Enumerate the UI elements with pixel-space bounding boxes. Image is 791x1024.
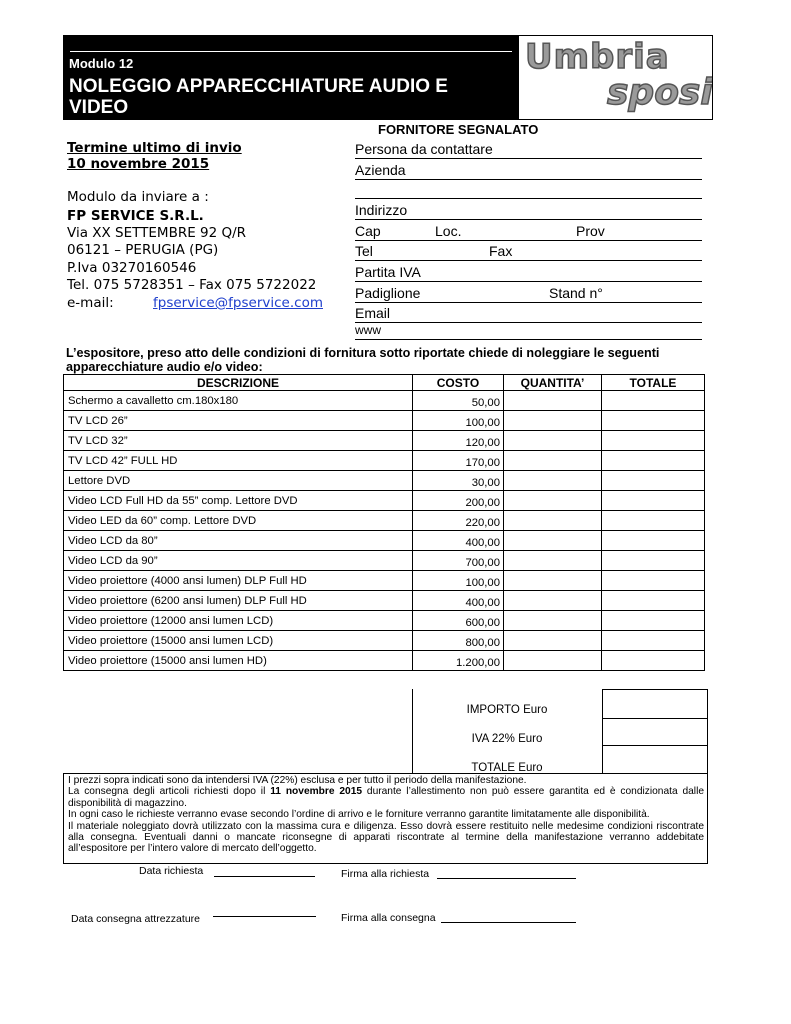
delivery-signature-label: Firma alla consegna [341, 912, 436, 924]
email-label: e-mail: [67, 295, 114, 311]
item-description: Schermo a cavalletto cm.180x180 [64, 391, 413, 411]
table-row [64, 591, 705, 611]
item-cost: 800,00 [413, 631, 504, 651]
www-field[interactable] [355, 322, 702, 340]
send-to-label: Modulo da inviare a : [67, 189, 209, 205]
header-cost: COSTO [413, 375, 504, 391]
email-field[interactable] [355, 305, 702, 323]
company-field-continuation[interactable] [355, 181, 702, 199]
table-row [64, 471, 705, 491]
request-date-label: Data richiesta [139, 865, 204, 877]
vat-label: IVA 22% Euro [471, 733, 543, 745]
vat-label: Partita IVA [355, 264, 421, 280]
item-cost: 700,00 [413, 551, 504, 571]
item-total-field[interactable] [602, 451, 705, 471]
request-signature-label: Firma alla richiesta [341, 868, 430, 880]
item-cost: 100,00 [413, 411, 504, 431]
email-field-label: Email [355, 305, 391, 321]
header-quantity: QUANTITA’ [504, 375, 602, 391]
item-description: Video LED da 60” comp. Lettore DVD [64, 511, 413, 531]
note-prices: I prezzi sopra indicati sono da intendersi IVA (22%) esclusa e per tutto il periodo della manifestazione. [68, 775, 527, 786]
pavilion-stand-field[interactable] [355, 285, 702, 303]
item-total-field[interactable] [602, 571, 705, 591]
address-city: 06121 – PERUGIA (PG) [67, 242, 219, 258]
item-description: Video proiettore (12000 ansi lumen LCD) [64, 611, 413, 631]
table-row [64, 451, 705, 471]
item-quantity-field[interactable] [504, 651, 602, 671]
fax-label: Fax [489, 243, 513, 259]
umbria-sposi-logo [519, 36, 712, 119]
deadline-label: Termine ultimo di invio [67, 140, 242, 156]
pavilion-label: Padiglione [355, 285, 421, 301]
item-cost: 400,00 [413, 531, 504, 551]
item-description: Video proiettore (15000 ansi lumen HD) [64, 651, 413, 671]
item-quantity-field[interactable] [504, 571, 602, 591]
item-total-field[interactable] [602, 531, 705, 551]
item-description: Video proiettore (15000 ansi lumen LCD) [64, 631, 413, 651]
logo-word-sposi: sposi [607, 72, 712, 113]
item-quantity-field[interactable] [504, 491, 602, 511]
vat-field[interactable] [355, 264, 702, 282]
table-row [64, 571, 705, 591]
cap-label: Cap [355, 223, 381, 239]
item-quantity-field[interactable] [504, 591, 602, 611]
table-header-row [64, 375, 705, 391]
table-row [64, 391, 705, 411]
table-row [64, 531, 705, 551]
intro-text: L’espositore, preso atto delle condizioni di fornitura sotto riportate chiede di noleggiare le seguenti apparecchiature audio e/o video: [66, 346, 660, 374]
request-date-line[interactable] [214, 876, 315, 877]
item-total-field[interactable] [602, 631, 705, 651]
vat-number: P.Iva 03270160546 [67, 260, 197, 276]
email-link[interactable]: fpservice@fpservice.com [153, 295, 323, 311]
table-row [64, 611, 705, 631]
page-title: NOLEGGIO APPARECCHIATURE AUDIO E VIDEO [69, 76, 448, 118]
item-cost: 200,00 [413, 491, 504, 511]
header-description: DESCRIZIONE [64, 375, 413, 391]
supplier-section-title: FORNITORE SEGNALATO [378, 122, 539, 137]
item-total-field[interactable] [602, 551, 705, 571]
total-label: TOTALE Euro [471, 762, 543, 774]
company-field[interactable] [355, 162, 702, 180]
item-description: Video LCD Full HD da 55” comp. Lettore DVD [64, 491, 413, 511]
item-description: TV LCD 42” FULL HD [64, 451, 413, 471]
equipment-table [63, 374, 705, 671]
item-total-field[interactable] [602, 591, 705, 611]
note-delivery: La consegna degli articoli richiesti dopo il 11 novembre 2015 durante l’allestimento non può essere garantita ed è condizionata dalle disponibilità di magazzino. [68, 786, 704, 809]
item-quantity-field[interactable] [504, 551, 602, 571]
item-total-field[interactable] [602, 411, 705, 431]
item-quantity-field[interactable] [504, 391, 602, 411]
table-row [64, 431, 705, 451]
prov-label: Prov [576, 223, 605, 239]
phone-fax: Tel. 075 5728351 – Fax 075 5722022 [67, 277, 317, 293]
tel-fax-field[interactable] [355, 243, 702, 261]
item-description: Video proiettore (4000 ansi lumen) DLP Full HD [64, 571, 413, 591]
item-total-field[interactable] [602, 391, 705, 411]
item-cost: 600,00 [413, 611, 504, 631]
item-cost: 1.200,00 [413, 651, 504, 671]
delivery-signature-line[interactable] [441, 922, 576, 923]
item-description: Video LCD da 80” [64, 531, 413, 551]
item-quantity-field[interactable] [504, 451, 602, 471]
item-total-field[interactable] [602, 651, 705, 671]
header-rule [70, 51, 512, 52]
item-total-field[interactable] [602, 511, 705, 531]
logo-word-umbria: Umbria [525, 37, 670, 77]
table-row [64, 511, 705, 531]
address-field[interactable] [355, 202, 702, 220]
stand-label: Stand n° [549, 285, 603, 301]
module-number: Modulo 12 [69, 56, 134, 71]
item-total-field[interactable] [602, 611, 705, 631]
item-cost: 400,00 [413, 591, 504, 611]
terms-notes [68, 775, 704, 855]
item-quantity-field[interactable] [504, 531, 602, 551]
item-description: Video LCD da 90” [64, 551, 413, 571]
vat-value-field[interactable] [602, 718, 708, 746]
item-quantity-field[interactable] [504, 631, 602, 651]
table-row [64, 491, 705, 511]
total-value-field[interactable] [602, 745, 708, 774]
amount-label: IMPORTO Euro [466, 704, 548, 716]
item-cost: 50,00 [413, 391, 504, 411]
loc-label: Loc. [435, 223, 462, 239]
item-description: TV LCD 26” [64, 411, 413, 431]
note-order: In ogni caso le richieste verranno evase secondo l’ordine di arrivo e le forniture verranno garantite limitatamente alle disponibilità. [68, 809, 650, 821]
item-cost: 30,00 [413, 471, 504, 491]
item-quantity-field[interactable] [504, 511, 602, 531]
item-cost: 220,00 [413, 511, 504, 531]
item-description: Video proiettore (6200 ansi lumen) DLP Full HD [64, 591, 413, 611]
amount-value-field[interactable] [602, 689, 708, 719]
header-total: TOTALE [602, 375, 705, 391]
contact-person-field[interactable] [355, 141, 702, 159]
item-cost: 100,00 [413, 571, 504, 591]
item-quantity-field[interactable] [504, 411, 602, 431]
item-total-field[interactable] [602, 431, 705, 451]
cap-loc-prov-field[interactable] [355, 223, 702, 241]
item-total-field[interactable] [602, 471, 705, 491]
table-row [64, 651, 705, 671]
note-damage: Il materiale noleggiato dovrà utilizzato con la massima cura e diligenza. Esso dovrà essere restituito nelle medesime condizioni riscontrate alla consegna. Eventuali danni o mancate riconsegne di apparati riscontrate al termine della manifestazione verranno addebitate all’espositore per l’intero valore di mercato dell’oggetto. [68, 820, 704, 855]
item-cost: 120,00 [413, 431, 504, 451]
logo [518, 35, 713, 120]
delivery-date-line[interactable] [213, 916, 316, 917]
address-label: Indirizzo [355, 202, 408, 218]
contact-person-label: Persona da contattare [355, 141, 493, 157]
item-quantity-field[interactable] [504, 431, 602, 451]
tel-label: Tel [355, 243, 373, 259]
www-label: www [355, 323, 381, 337]
item-description: Lettore DVD [64, 471, 413, 491]
item-quantity-field[interactable] [504, 471, 602, 491]
address-street: Via XX SETTEMBRE 92 Q/R [67, 225, 247, 241]
item-total-field[interactable] [602, 491, 705, 511]
delivery-date-label: Data consegna attrezzature [71, 913, 200, 925]
table-row [64, 411, 705, 431]
item-description: TV LCD 32” [64, 431, 413, 451]
deadline-date: 10 novembre 2015 [67, 156, 210, 172]
item-cost: 170,00 [413, 451, 504, 471]
request-signature-line[interactable] [437, 878, 576, 879]
company-name: FP SERVICE S.R.L. [67, 208, 204, 224]
table-row [64, 551, 705, 571]
item-quantity-field[interactable] [504, 611, 602, 631]
table-row [64, 631, 705, 651]
company-label: Azienda [355, 162, 406, 178]
